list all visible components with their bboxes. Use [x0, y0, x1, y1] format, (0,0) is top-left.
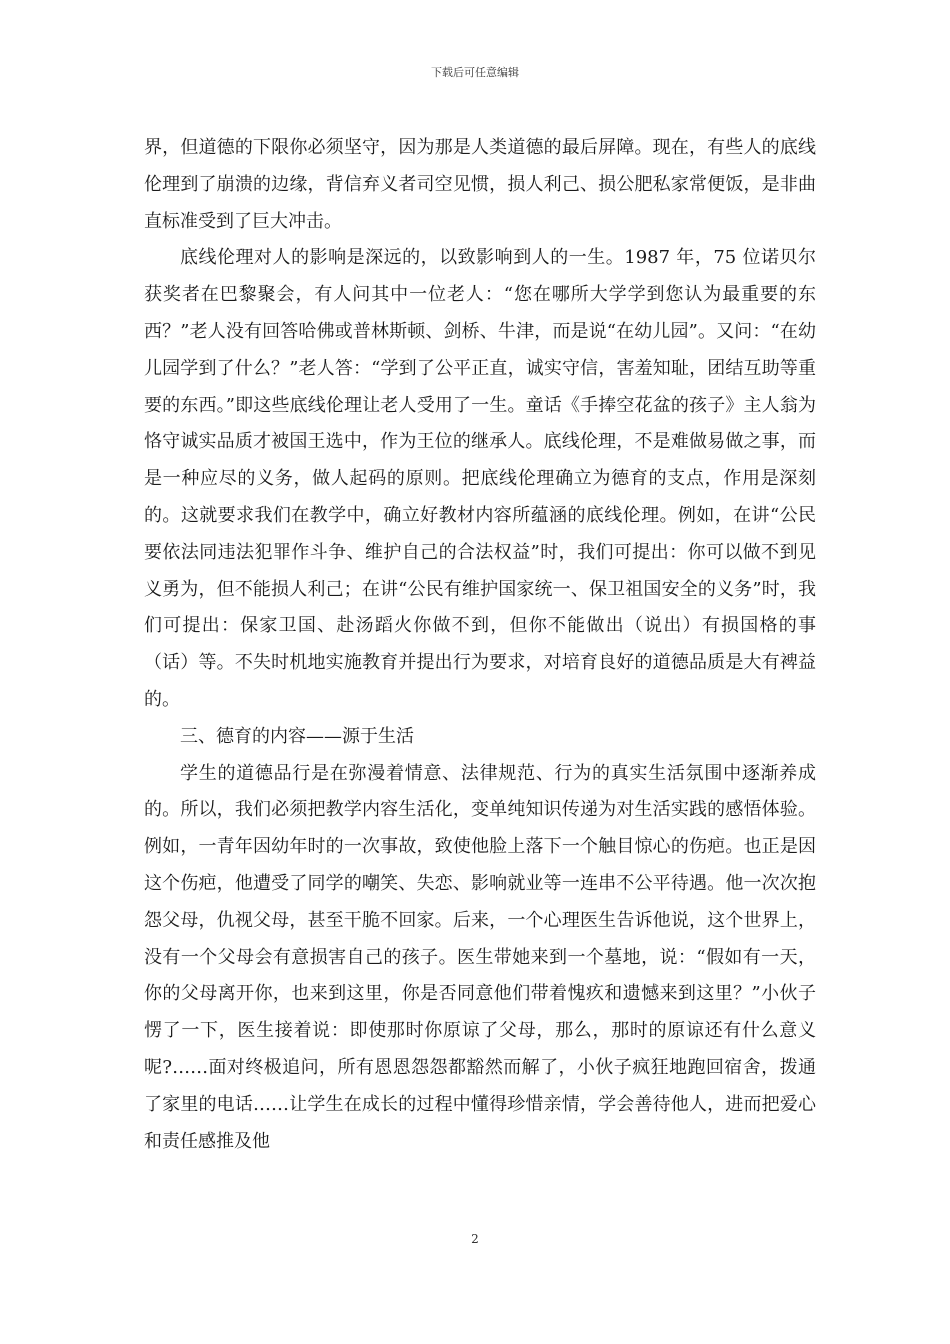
paragraph-continuation: 界，但道德的下限你必须坚守，因为那是人类道德的最后屏障。现在，有些人的底线伦理到了崩溃的边缘，背信弃义者司空见惯，损人利己、损公肥私家常便饭，是非曲直标准受到了巨大冲击。	[144, 137, 816, 232]
page-number: 2	[471, 1232, 479, 1246]
paragraph-bottom-line-ethics: 底线伦理对人的影响是深远的，以致影响到人的一生。1987 年，75 位诺贝尔获奖者在巴黎聚会，有人问其中一位老人：“您在哪所大学学到您认为最重要的东西？”老人没有回答哈佛或普林斯顿、剑桥、牛津，而是说“在幼儿园”。又问：“在幼儿园学到了什么？”老人答：“学到了公平正直，诚实守信，害羞知耻，团结互助等重要的东西。”即这些底线伦理让老人受用了一生。童话《手捧空花盆的孩子》主人翁为恪守诚实品质才被国王选中，作为王位的继承人。底线伦理，不是难做易做之事，而是一种应尽的义务，做人起码的原则。把底线伦理确立为德育的支点，作用是深刻的。这就要求我们在教学中，确立好教材内容所蕴涵的底线伦理。例如，在讲“公民要依法同违法犯罪作斗争、维护自己的合法权益”时，我们可提出：你可以做不到见义勇为，但不能损人利己；在讲“公民有维护国家统一、保卫祖国安全的义务”时，我们可提出：保家卫国、赴汤蹈火你做不到，但你不能做出（说出）有损国格的事（话）等。不失时机地实施教育并提出行为要求，对培育良好的道德品质是大有裨益的。	[144, 247, 816, 710]
paragraph-life-education: 学生的道德品行是在弥漫着情意、法律规范、行为的真实生活氛围中逐渐养成的。所以，我们必须把教学内容生活化，变单纯知识传递为对生活实践的感悟体验。例如，一青年因幼年时的一次事故，致使他脸上落下一个触目惊心的伤疤。也正是因这个伤疤，他遭受了同学的嘲笑、失恋、影响就业等一连串不公平待遇。他一次次抱怨父母，仇视父母，甚至干脆不回家。后来，一个心理医生告诉他说，这个世界上，没有一个父母会有意损害自己的孩子。医生带她来到一个墓地，说：“假如有一天，你的父母离开你，也来到这里，你是否同意他们带着愧疚和遗憾来到这里？”小伙子愣了一下，医生接着说：即使那时你原谅了父母，那么，那时的原谅还有什么意义呢?……面对终极追问，所有恩恩怨怨都豁然而解了，小伙子疯狂地跑回宿舍，拨通了家里的电话……让学生在成长的过程中懂得珍惜亲情，学会善待他人，进而把爱心和责任感推及他	[144, 762, 816, 1152]
document-body	[144, 130, 816, 1160]
page-header: 下载后可任意编辑	[431, 66, 519, 79]
section-heading: 三、德育的内容——源于生活	[180, 725, 414, 747]
